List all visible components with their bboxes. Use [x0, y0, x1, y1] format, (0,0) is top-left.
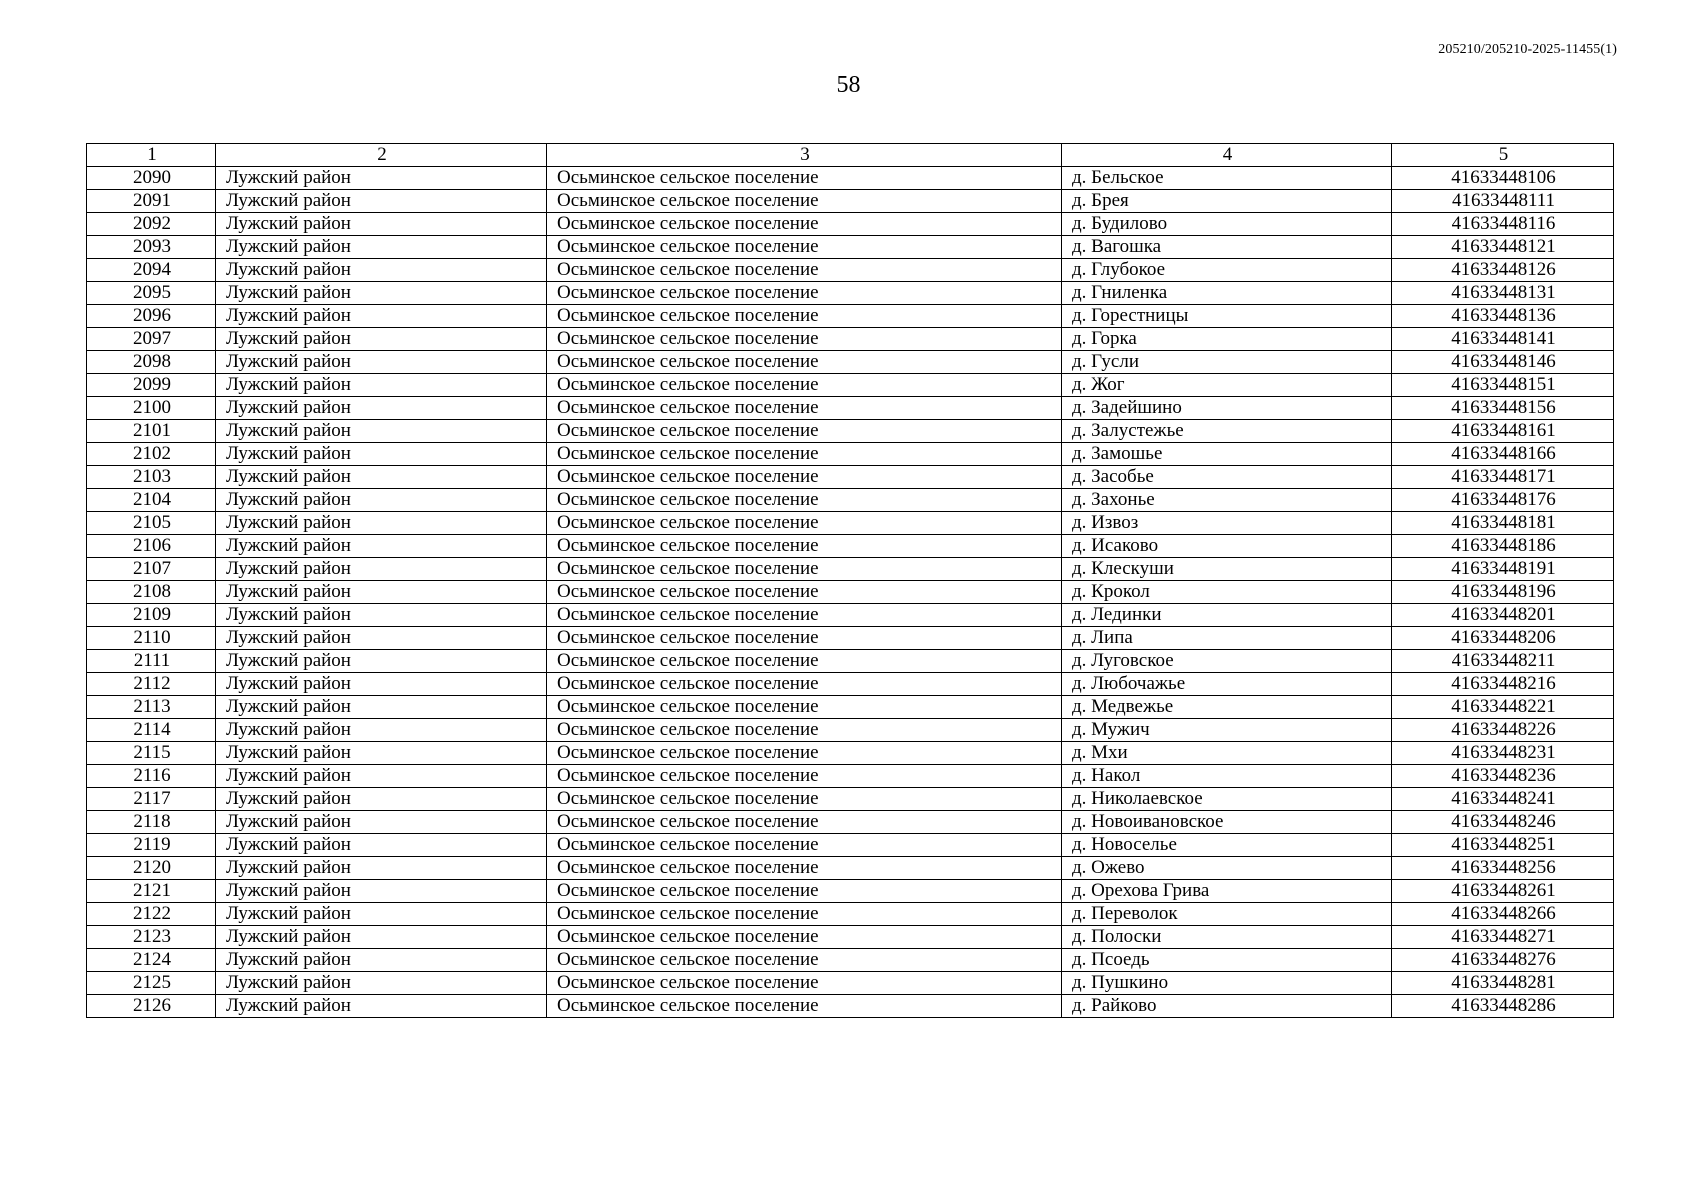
table-row: [87, 972, 1614, 995]
row-number-cell: 2097: [87, 328, 216, 351]
locality-cell: д. Лединки: [1062, 604, 1392, 627]
code-cell: 41633448171: [1392, 466, 1614, 489]
district-cell: Лужский район: [216, 811, 547, 834]
district-cell: Лужский район: [216, 512, 547, 535]
table-row: [87, 512, 1614, 535]
row-number-cell: 2096: [87, 305, 216, 328]
column-header: 4: [1062, 144, 1392, 167]
code-cell: 41633448196: [1392, 581, 1614, 604]
row-number-cell: 2093: [87, 236, 216, 259]
district-cell: Лужский район: [216, 926, 547, 949]
row-number-cell: 2119: [87, 834, 216, 857]
table-row: [87, 535, 1614, 558]
table-row: [87, 627, 1614, 650]
settlement-cell: Осьминское сельское поселение: [547, 926, 1062, 949]
district-cell: Лужский район: [216, 765, 547, 788]
table-row: [87, 397, 1614, 420]
row-number-cell: 2095: [87, 282, 216, 305]
locality-cell: д. Мужич: [1062, 719, 1392, 742]
locality-cell: д. Новоивановское: [1062, 811, 1392, 834]
row-number-cell: 2091: [87, 190, 216, 213]
locality-cell: д. Залустежье: [1062, 420, 1392, 443]
district-cell: Лужский район: [216, 673, 547, 696]
district-cell: Лужский район: [216, 351, 547, 374]
district-cell: Лужский район: [216, 374, 547, 397]
locality-cell: д. Гусли: [1062, 351, 1392, 374]
district-cell: Лужский район: [216, 581, 547, 604]
row-number-cell: 2103: [87, 466, 216, 489]
row-number-cell: 2104: [87, 489, 216, 512]
row-number-cell: 2101: [87, 420, 216, 443]
code-cell: 41633448166: [1392, 443, 1614, 466]
table-row: [87, 719, 1614, 742]
settlement-cell: Осьминское сельское поселение: [547, 949, 1062, 972]
settlement-cell: Осьминское сельское поселение: [547, 236, 1062, 259]
settlement-cell: Осьминское сельское поселение: [547, 558, 1062, 581]
district-cell: Лужский район: [216, 972, 547, 995]
district-cell: Лужский район: [216, 788, 547, 811]
code-cell: 41633448231: [1392, 742, 1614, 765]
settlement-cell: Осьминское сельское поселение: [547, 190, 1062, 213]
code-cell: 41633448116: [1392, 213, 1614, 236]
table-row: [87, 489, 1614, 512]
table-row: [87, 604, 1614, 627]
table-row: [87, 328, 1614, 351]
code-cell: 41633448136: [1392, 305, 1614, 328]
table-row: [87, 282, 1614, 305]
table-row: [87, 926, 1614, 949]
code-cell: 41633448131: [1392, 282, 1614, 305]
table-row: [87, 650, 1614, 673]
code-cell: 41633448146: [1392, 351, 1614, 374]
code-cell: 41633448241: [1392, 788, 1614, 811]
locality-cell: д. Накол: [1062, 765, 1392, 788]
column-header: 1: [87, 144, 216, 167]
locality-cell: д. Пушкино: [1062, 972, 1392, 995]
settlement-cell: Осьминское сельское поселение: [547, 512, 1062, 535]
settlement-cell: Осьминское сельское поселение: [547, 673, 1062, 696]
table-row: [87, 466, 1614, 489]
table-body: [87, 167, 1614, 1018]
table-row: [87, 236, 1614, 259]
table-row: [87, 167, 1614, 190]
settlement-cell: Осьминское сельское поселение: [547, 972, 1062, 995]
code-cell: 41633448121: [1392, 236, 1614, 259]
table-row: [87, 443, 1614, 466]
locality-cell: д. Извоз: [1062, 512, 1392, 535]
code-cell: 41633448246: [1392, 811, 1614, 834]
locality-cell: д. Глубокое: [1062, 259, 1392, 282]
table-row: [87, 903, 1614, 926]
district-cell: Лужский район: [216, 190, 547, 213]
row-number-cell: 2121: [87, 880, 216, 903]
code-cell: 41633448151: [1392, 374, 1614, 397]
district-cell: Лужский район: [216, 696, 547, 719]
district-cell: Лужский район: [216, 466, 547, 489]
code-cell: 41633448141: [1392, 328, 1614, 351]
table-header-row: [87, 144, 1614, 167]
locality-cell: д. Райково: [1062, 995, 1392, 1018]
code-cell: 41633448201: [1392, 604, 1614, 627]
code-cell: 41633448236: [1392, 765, 1614, 788]
settlement-cell: Осьминское сельское поселение: [547, 788, 1062, 811]
district-cell: Лужский район: [216, 903, 547, 926]
district-cell: Лужский район: [216, 650, 547, 673]
locality-cell: д. Ожево: [1062, 857, 1392, 880]
district-cell: Лужский район: [216, 259, 547, 282]
code-cell: 41633448251: [1392, 834, 1614, 857]
settlement-cell: Осьминское сельское поселение: [547, 696, 1062, 719]
code-cell: 41633448286: [1392, 995, 1614, 1018]
row-number-cell: 2122: [87, 903, 216, 926]
row-number-cell: 2125: [87, 972, 216, 995]
settlement-cell: Осьминское сельское поселение: [547, 995, 1062, 1018]
district-cell: Лужский район: [216, 213, 547, 236]
code-cell: 41633448276: [1392, 949, 1614, 972]
settlement-cell: Осьминское сельское поселение: [547, 397, 1062, 420]
settlement-cell: Осьминское сельское поселение: [547, 811, 1062, 834]
locality-cell: д. Будилово: [1062, 213, 1392, 236]
settlement-cell: Осьминское сельское поселение: [547, 351, 1062, 374]
settlement-cell: Осьминское сельское поселение: [547, 420, 1062, 443]
row-number-cell: 2126: [87, 995, 216, 1018]
table-row: [87, 765, 1614, 788]
row-number-cell: 2111: [87, 650, 216, 673]
locality-cell: д. Крокол: [1062, 581, 1392, 604]
table-row: [87, 259, 1614, 282]
table-row: [87, 673, 1614, 696]
code-cell: 41633448216: [1392, 673, 1614, 696]
locality-cell: д. Клескуши: [1062, 558, 1392, 581]
code-cell: 41633448111: [1392, 190, 1614, 213]
table-row: [87, 213, 1614, 236]
row-number-cell: 2120: [87, 857, 216, 880]
table-row: [87, 788, 1614, 811]
district-cell: Лужский район: [216, 742, 547, 765]
settlement-cell: Осьминское сельское поселение: [547, 650, 1062, 673]
column-header: 2: [216, 144, 547, 167]
code-cell: 41633448191: [1392, 558, 1614, 581]
district-cell: Лужский район: [216, 857, 547, 880]
column-header: 3: [547, 144, 1062, 167]
table-row: [87, 811, 1614, 834]
district-cell: Лужский район: [216, 443, 547, 466]
table-row: [87, 420, 1614, 443]
page-number: 58: [836, 72, 861, 98]
row-number-cell: 2106: [87, 535, 216, 558]
district-cell: Лужский район: [216, 282, 547, 305]
locality-cell: д. Задейшино: [1062, 397, 1392, 420]
table-row: [87, 351, 1614, 374]
settlement-cell: Осьминское сельское поселение: [547, 282, 1062, 305]
row-number-cell: 2117: [87, 788, 216, 811]
table-row: [87, 857, 1614, 880]
district-cell: Лужский район: [216, 949, 547, 972]
locality-cell: д. Жог: [1062, 374, 1392, 397]
district-cell: Лужский район: [216, 328, 547, 351]
district-cell: Лужский район: [216, 397, 547, 420]
row-number-cell: 2114: [87, 719, 216, 742]
document-id: 205210/205210-2025-11455(1): [1438, 42, 1617, 57]
settlement-cell: Осьминское сельское поселение: [547, 466, 1062, 489]
row-number-cell: 2107: [87, 558, 216, 581]
settlement-cell: Осьминское сельское поселение: [547, 765, 1062, 788]
district-cell: Лужский район: [216, 834, 547, 857]
locality-cell: д. Засобье: [1062, 466, 1392, 489]
row-number-cell: 2113: [87, 696, 216, 719]
code-cell: 41633448186: [1392, 535, 1614, 558]
code-cell: 41633448156: [1392, 397, 1614, 420]
table-row: [87, 581, 1614, 604]
district-cell: Лужский район: [216, 880, 547, 903]
row-number-cell: 2092: [87, 213, 216, 236]
district-cell: Лужский район: [216, 167, 547, 190]
locality-cell: д. Горка: [1062, 328, 1392, 351]
row-number-cell: 2094: [87, 259, 216, 282]
table-row: [87, 696, 1614, 719]
column-header: 5: [1392, 144, 1614, 167]
code-cell: 41633448161: [1392, 420, 1614, 443]
settlement-cell: Осьминское сельское поселение: [547, 903, 1062, 926]
locality-cell: д. Брея: [1062, 190, 1392, 213]
locality-cell: д. Псоедь: [1062, 949, 1392, 972]
code-cell: 41633448256: [1392, 857, 1614, 880]
row-number-cell: 2110: [87, 627, 216, 650]
locality-cell: д. Луговское: [1062, 650, 1392, 673]
locality-cell: д. Медвежье: [1062, 696, 1392, 719]
locality-cell: д. Гниленка: [1062, 282, 1392, 305]
locality-cell: д. Любочажье: [1062, 673, 1392, 696]
district-cell: Лужский район: [216, 305, 547, 328]
table-row: [87, 190, 1614, 213]
locality-cell: д. Горестницы: [1062, 305, 1392, 328]
table-row: [87, 742, 1614, 765]
settlement-cell: Осьминское сельское поселение: [547, 167, 1062, 190]
district-cell: Лужский район: [216, 627, 547, 650]
code-cell: 41633448181: [1392, 512, 1614, 535]
table-row: [87, 558, 1614, 581]
row-number-cell: 2108: [87, 581, 216, 604]
settlement-cell: Осьминское сельское поселение: [547, 627, 1062, 650]
settlement-cell: Осьминское сельское поселение: [547, 535, 1062, 558]
settlement-cell: Осьминское сельское поселение: [547, 259, 1062, 282]
row-number-cell: 2090: [87, 167, 216, 190]
table-row: [87, 834, 1614, 857]
row-number-cell: 2116: [87, 765, 216, 788]
row-number-cell: 2112: [87, 673, 216, 696]
row-number-cell: 2109: [87, 604, 216, 627]
table-row: [87, 305, 1614, 328]
district-cell: Лужский район: [216, 489, 547, 512]
settlements-table: [86, 143, 1614, 1018]
locality-cell: д. Исаково: [1062, 535, 1392, 558]
code-cell: 41633448266: [1392, 903, 1614, 926]
district-cell: Лужский район: [216, 236, 547, 259]
settlement-cell: Осьминское сельское поселение: [547, 719, 1062, 742]
locality-cell: д. Переволок: [1062, 903, 1392, 926]
district-cell: Лужский район: [216, 604, 547, 627]
locality-cell: д. Орехова Грива: [1062, 880, 1392, 903]
district-cell: Лужский район: [216, 535, 547, 558]
settlement-cell: Осьминское сельское поселение: [547, 328, 1062, 351]
code-cell: 41633448271: [1392, 926, 1614, 949]
code-cell: 41633448261: [1392, 880, 1614, 903]
district-cell: Лужский район: [216, 558, 547, 581]
row-number-cell: 2105: [87, 512, 216, 535]
settlement-cell: Осьминское сельское поселение: [547, 213, 1062, 236]
code-cell: 41633448221: [1392, 696, 1614, 719]
table-row: [87, 374, 1614, 397]
row-number-cell: 2124: [87, 949, 216, 972]
code-cell: 41633448206: [1392, 627, 1614, 650]
locality-cell: д. Мхи: [1062, 742, 1392, 765]
row-number-cell: 2099: [87, 374, 216, 397]
locality-cell: д. Липа: [1062, 627, 1392, 650]
row-number-cell: 2102: [87, 443, 216, 466]
table-row: [87, 949, 1614, 972]
locality-cell: д. Николаевское: [1062, 788, 1392, 811]
row-number-cell: 2118: [87, 811, 216, 834]
locality-cell: д. Бельское: [1062, 167, 1392, 190]
code-cell: 41633448126: [1392, 259, 1614, 282]
code-cell: 41633448106: [1392, 167, 1614, 190]
locality-cell: д. Новоселье: [1062, 834, 1392, 857]
district-cell: Лужский район: [216, 719, 547, 742]
row-number-cell: 2098: [87, 351, 216, 374]
settlement-cell: Осьминское сельское поселение: [547, 857, 1062, 880]
row-number-cell: 2123: [87, 926, 216, 949]
district-cell: Лужский район: [216, 995, 547, 1018]
settlement-cell: Осьминское сельское поселение: [547, 742, 1062, 765]
settlement-cell: Осьминское сельское поселение: [547, 581, 1062, 604]
settlement-cell: Осьминское сельское поселение: [547, 443, 1062, 466]
locality-cell: д. Вагошка: [1062, 236, 1392, 259]
locality-cell: д. Замошье: [1062, 443, 1392, 466]
district-cell: Лужский район: [216, 420, 547, 443]
settlement-cell: Осьминское сельское поселение: [547, 489, 1062, 512]
code-cell: 41633448211: [1392, 650, 1614, 673]
locality-cell: д. Полоски: [1062, 926, 1392, 949]
code-cell: 41633448176: [1392, 489, 1614, 512]
settlement-cell: Осьминское сельское поселение: [547, 305, 1062, 328]
settlement-cell: Осьминское сельское поселение: [547, 374, 1062, 397]
settlement-cell: Осьминское сельское поселение: [547, 880, 1062, 903]
table-row: [87, 880, 1614, 903]
table-row: [87, 995, 1614, 1018]
code-cell: 41633448226: [1392, 719, 1614, 742]
code-cell: 41633448281: [1392, 972, 1614, 995]
settlement-cell: Осьминское сельское поселение: [547, 604, 1062, 627]
row-number-cell: 2100: [87, 397, 216, 420]
row-number-cell: 2115: [87, 742, 216, 765]
locality-cell: д. Захонье: [1062, 489, 1392, 512]
settlement-cell: Осьминское сельское поселение: [547, 834, 1062, 857]
